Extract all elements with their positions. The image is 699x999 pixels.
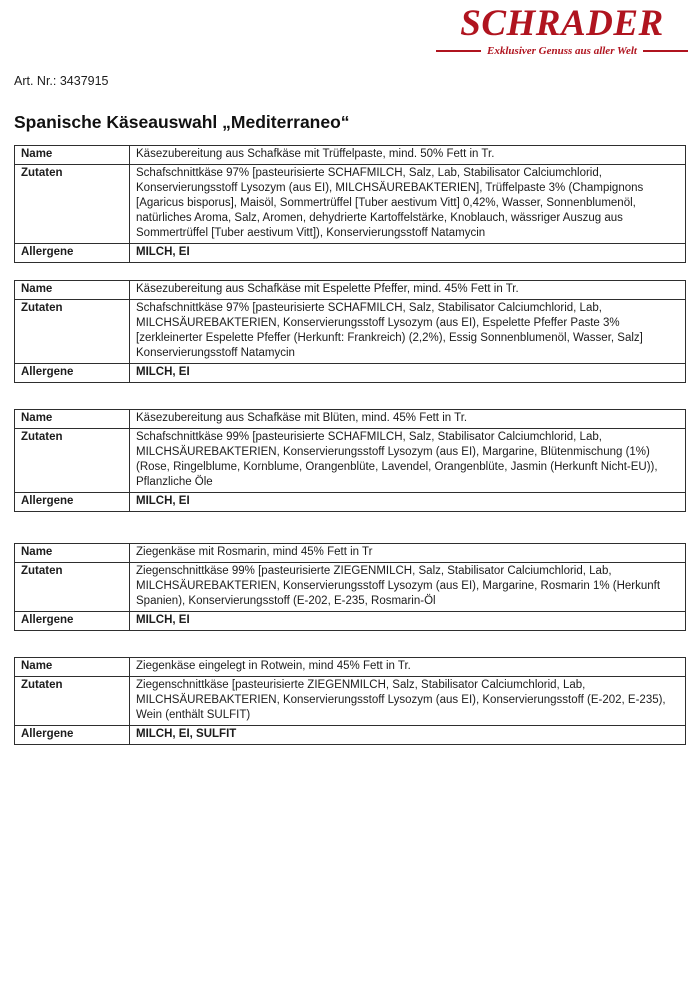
row-label-name: Name (15, 410, 130, 429)
row-label-zutaten: Zutaten (15, 563, 130, 612)
product-allergens: MILCH, EI (130, 612, 686, 631)
brand-tagline-row (436, 45, 688, 57)
page-title: Spanische Käseauswahl „Mediterraneo“ (14, 111, 350, 132)
product-ingredients: Ziegenschnittkäse 99% [pasteurisierte ZIEGENMILCH, Salz, Stabilisator Calciumchlorid, Lab, MILCHSÄUREBAKTERIEN, Konservierungsstoff Lysozym (aus EI), Margarine, Rosmarin 1% (Herkunft Spanien), Konservierungsstoff (E-202, E-235, Rosmarin-Öl (130, 563, 686, 612)
row-label-name: Name (15, 658, 130, 677)
table-row (15, 726, 686, 745)
table-row (15, 244, 686, 263)
product-table-1 (14, 145, 686, 263)
row-label-name: Name (15, 281, 130, 300)
table-row (15, 493, 686, 512)
row-label-zutaten: Zutaten (15, 677, 130, 726)
product-ingredients: Ziegenschnittkäse [pasteurisierte ZIEGENMILCH, Salz, Stabilisator Calciumchlorid, Lab, MILCHSÄUREBAKTERIEN, Konservierungsstoff Lysozym (aus EI), Konservierungsstoff (E-202, E-235), Wein (enthält SULFIT) (130, 677, 686, 726)
table-row (15, 281, 686, 300)
brand-wordmark: SCHRADER (460, 3, 664, 44)
product-allergens: MILCH, EI, SULFIT (130, 726, 686, 745)
product-name: Ziegenkäse mit Rosmarin, mind 45% Fett in Tr (130, 544, 686, 563)
row-label-zutaten: Zutaten (15, 300, 130, 364)
product-ingredients: Schafschnittkäse 97% [pasteurisierte SCHAFMILCH, Salz, Lab, Stabilisator Calciumchlorid, Konservierungsstoff Lysozym (aus EI), MILCHSÄUREBAKTERIEN], Trüffelpaste 3% (Champignons [Agaricus bisporus], Maisöl, Sommertrüffel [Tuber aestivum Vitt] 0,42%, Wasser, Sonnenblumenöl, natürliches Aroma, Salz, Aromen, dehydrierte Kartoffelstärke, Knoblauch, wässriger Auszug aus Sommertrüffel [Tuber aestivum Vitt]), Konservierungsstoff Natamycin (130, 165, 686, 244)
product-name: Käsezubereitung aus Schafkäse mit Blüten, mind. 45% Fett in Tr. (130, 410, 686, 429)
table-row (15, 544, 686, 563)
table-row (15, 300, 686, 364)
brand-logo (436, 4, 688, 57)
product-allergens: MILCH, EI (130, 244, 686, 263)
row-label-zutaten: Zutaten (15, 165, 130, 244)
tagline-rule-right (643, 50, 688, 52)
product-allergens: MILCH, EI (130, 364, 686, 383)
product-table-5 (14, 657, 686, 745)
product-table-3 (14, 409, 686, 512)
product-ingredients: Schafschnittkäse 97% [pasteurisierte SCHAFMILCH, Salz, Stabilisator Calciumchlorid, Lab, MILCHSÄUREBAKTERIEN, Konservierungsstoff Lysozym (aus EI), Espelette Pfeffer Paste 3% [zerkleinerter Espelette Pfeffer (Herkunft: Frankreich) (2,2%), Essig Sonnenblumenöl, Wasser, Salz] Konservierungsstoff Natamycin (130, 300, 686, 364)
product-table-4 (14, 543, 686, 631)
table-row (15, 165, 686, 244)
table-row (15, 410, 686, 429)
table-row (15, 146, 686, 165)
product-table-2 (14, 280, 686, 383)
table-row (15, 612, 686, 631)
tagline-rule-left (436, 50, 481, 52)
row-label-zutaten: Zutaten (15, 429, 130, 493)
product-name: Ziegenkäse eingelegt in Rotwein, mind 45% Fett in Tr. (130, 658, 686, 677)
row-label-allergene: Allergene (15, 493, 130, 512)
row-label-allergene: Allergene (15, 244, 130, 263)
product-name: Käsezubereitung aus Schafkäse mit Trüffelpaste, mind. 50% Fett in Tr. (130, 146, 686, 165)
row-label-name: Name (15, 544, 130, 563)
article-number: Art. Nr.: 3437915 (14, 74, 109, 88)
product-name: Käsezubereitung aus Schafkäse mit Espelette Pfeffer, mind. 45% Fett in Tr. (130, 281, 686, 300)
row-label-allergene: Allergene (15, 364, 130, 383)
product-ingredients: Schafschnittkäse 99% [pasteurisierte SCHAFMILCH, Salz, Stabilisator Calciumchlorid, Lab, MILCHSÄUREBAKTERIEN, Konservierungsstoff Lysozym (aus EI), Margarine, Blütenmischung (1%) (Rose, Ringelblume, Kornblume, Orangenblüte, Lavendel, Orangenblüte, Jasmin (Herkunft Nicht-EU)), Pflanzliche Öle (130, 429, 686, 493)
table-row (15, 563, 686, 612)
row-label-allergene: Allergene (15, 726, 130, 745)
row-label-name: Name (15, 146, 130, 165)
row-label-allergene: Allergene (15, 612, 130, 631)
table-row (15, 364, 686, 383)
table-row (15, 677, 686, 726)
table-row (15, 429, 686, 493)
product-allergens: MILCH, EI (130, 493, 686, 512)
brand-tagline: Exklusiver Genuss aus aller Welt (487, 45, 637, 57)
table-row (15, 658, 686, 677)
